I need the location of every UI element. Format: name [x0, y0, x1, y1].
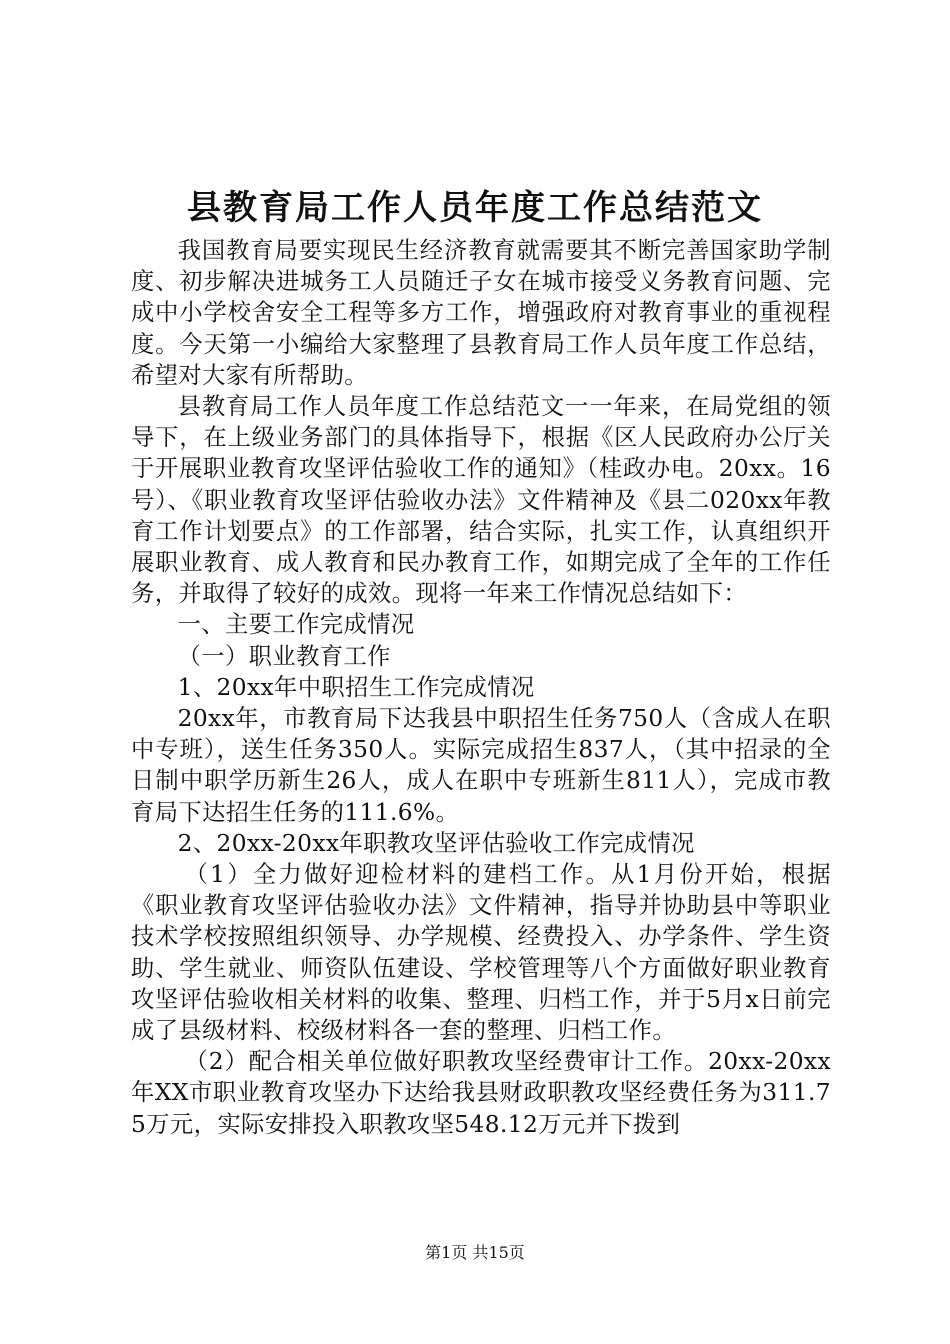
paragraph-enrollment: 20xx年，市教育局下达我县中职招生任务750人（含成人在职中专班），送生任务350人。实际完成招生837人，（其中招录的全日制中职学历新生26人，成人在职中专班新生811人），完成市教育局下达招生任务的111.6%。: [131, 705, 831, 826]
paragraph-materials: （1）全力做好迎检材料的建档工作。从1月份开始，根据《职业教育攻坚评估验收办法》文件精神，指导并协助县中等职业技术学校按照组织领导、办学规模、经费投入、办学条件、学生资助、学生就业、师资队伍建设、学校管理等八个方面做好职业教育攻坚评估验收相关材料的收集、整理、归档工作，并于5月x日前完成了县级材料、校级材料各一套的整理、归档工作。: [131, 861, 831, 1045]
page-indicator: 第1页 共15页: [425, 1243, 525, 1262]
document-title: 县教育局工作人员年度工作总结范文: [187, 188, 763, 228]
document-body: [131, 235, 831, 1140]
heading-vocational-education: （一）职业教育工作: [177, 642, 391, 670]
heading-main-work: 一、主要工作完成情况: [177, 611, 415, 639]
paragraph-intro: 我国教育局要实现民生经济教育就需要其不断完善国家助学制度、初步解决进城务工人员随迁子女在城市接受义务教育问题、完成中小学校舍安全工程等多方工作，增强政府对教育事业的重视程度。今天第一小编给大家整理了县教育局工作人员年度工作总结，希望对大家有所帮助。: [131, 237, 831, 389]
heading-enrollment: 1、20xx年中职招生工作完成情况: [177, 673, 535, 701]
heading-evaluation: 2、20xx-20xx年职教攻坚评估验收工作完成情况: [177, 829, 695, 857]
paragraph-audit: （2）配合相关单位做好职教攻坚经费审计工作。20xx-20xx年XX市职业教育攻坚办下达给我县财政职教攻坚经费任务为311.75万元，实际安排投入职教攻坚548.12万元并下拨到: [131, 1048, 831, 1138]
paragraph-summary: 县教育局工作人员年度工作总结范文一一年来，在局党组的领导下，在上级业务部门的具体指导下，根据《区人民政府办公厅关于开展职业教育攻坚评估验收工作的通知》（桂政办电。20xx。16号）、《职业教育攻坚评估验收办法》文件精神及《县二020xx年教育工作计划要点》的工作部署，结合实际，扎实工作，认真组织开展职业教育、成人教育和民办教育工作，如期完成了全年的工作任务，并取得了较好的成效。现将一年来工作情况总结如下：: [131, 393, 831, 608]
